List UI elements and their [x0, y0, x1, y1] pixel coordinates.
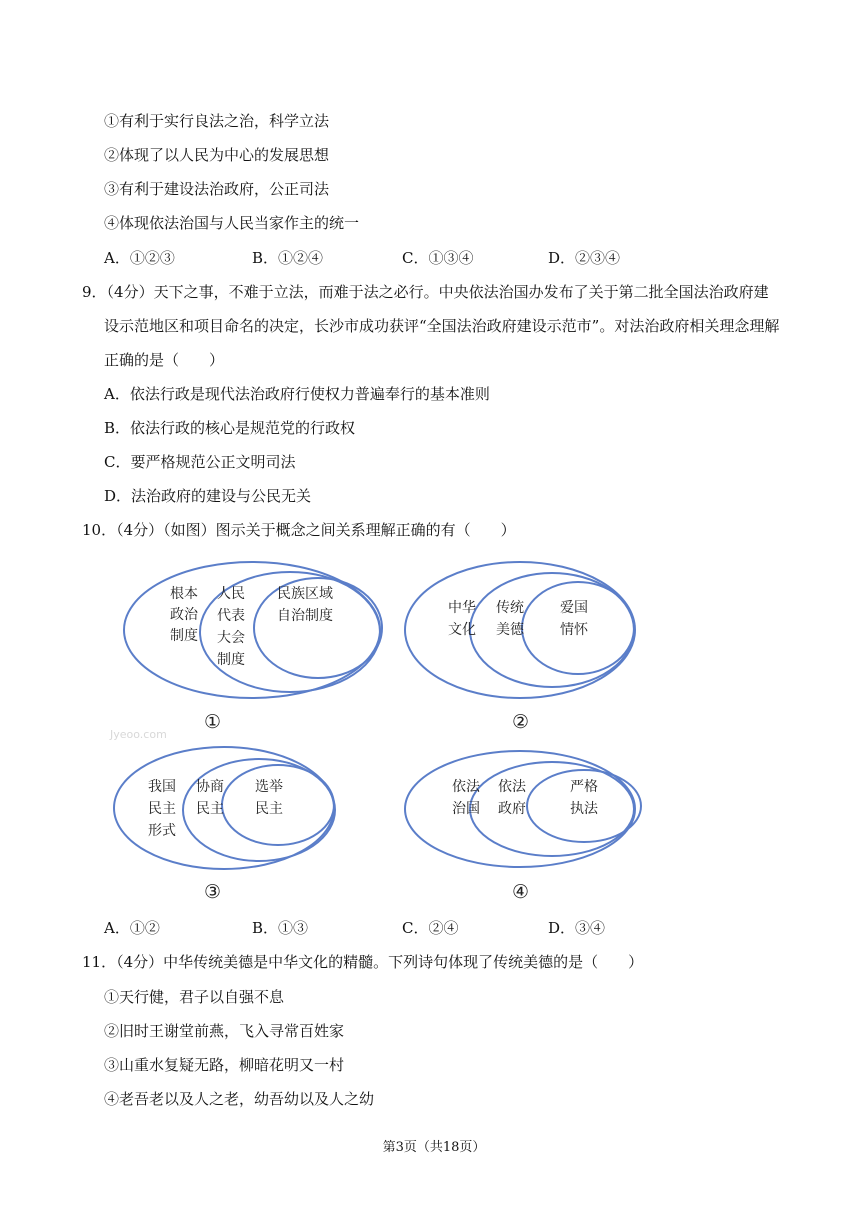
q10-stem: 10．（4分）（如图）图示关于概念之间关系理解正确的有（ ）: [82, 521, 516, 539]
d1-inner-line-1: 民族区域: [277, 586, 333, 602]
d4-inner-line-2: 执法: [570, 801, 598, 817]
d4-inner-line-1: 严格: [570, 779, 598, 795]
d1-middle-line-2: 代表: [217, 608, 245, 624]
q9-stem-line-3: 正确的是（ ）: [104, 351, 225, 369]
q10-option-b: B．①③: [252, 919, 309, 937]
d2-outer-line-1: 中华: [448, 600, 476, 616]
d4-middle-line-2: 政府: [498, 801, 526, 817]
q11-stem: 11．（4分）中华传统美德是中华文化的精髓。下列诗句体现了传统美德的是（ ）: [82, 953, 644, 971]
concept-diagrams: [100, 548, 660, 908]
d1-middle-line-1: 人民: [217, 586, 245, 602]
q8-option-b: B．①②④: [252, 249, 324, 267]
d4-number: ④: [512, 881, 530, 903]
d4-outer-line-1: 依法: [452, 779, 480, 795]
d3-outer-line-1: 我国: [148, 779, 176, 795]
d2-outer-line-2: 文化: [448, 622, 476, 638]
q10-option-a: A．①②: [104, 919, 160, 937]
q9-option-a: A．依法行政是现代法治政府行使权力普遍奉行的基本准则: [104, 385, 490, 403]
d1-middle-line-4: 制度: [217, 652, 245, 668]
statement-4: ④体现依法治国与人民当家作主的统一: [104, 214, 360, 232]
d4-middle-line-1: 依法: [498, 779, 526, 795]
q8-option-c: C．①③④: [402, 249, 474, 267]
statement-3: ③有利于建设法治政府，公正司法: [104, 180, 330, 198]
d3-outer-line-2: 民主: [148, 801, 176, 817]
statement-1: ①有利于实行良法之治，科学立法: [104, 112, 330, 130]
d1-outer-line-1: 根本: [170, 586, 198, 602]
d2-middle-line-2: 美德: [496, 622, 524, 638]
d1-middle-line-3: 大会: [217, 630, 245, 646]
q9-option-b: B．依法行政的核心是规范党的行政权: [104, 419, 356, 437]
q9-option-d: D．法治政府的建设与公民无关: [104, 487, 312, 505]
q11-item-1: ①天行健，君子以自强不息: [104, 988, 285, 1006]
d2-inner-line-2: 情怀: [560, 622, 588, 638]
d2-inner-line-1: 爱国: [560, 600, 588, 616]
d4-outer-line-2: 治国: [452, 801, 480, 817]
d1-number: ①: [204, 711, 222, 733]
q9-option-c: C．要严格规范公正文明司法: [104, 453, 296, 471]
d1-inner-line-2: 自治制度: [277, 608, 333, 624]
d2-middle-line-1: 传统: [496, 600, 524, 616]
q11-item-3: ③山重水复疑无路，柳暗花明又一村: [104, 1056, 345, 1074]
page-footer: 第3页（共18页）: [382, 1140, 486, 1155]
statement-2: ②体现了以人民为中心的发展思想: [104, 146, 330, 164]
q9-stem-line-1: 9．（4分）天下之事，不难于立法，而难于法之必行。中央依法治国办发布了关于第二批全国法治政府建: [82, 283, 769, 301]
d1-outer-line-3: 制度: [170, 628, 198, 644]
d3-number: ③: [204, 881, 222, 903]
d3-outer-line-3: 形式: [148, 823, 176, 839]
q11-item-2: ②旧时王谢堂前燕，飞入寻常百姓家: [104, 1022, 345, 1040]
d3-middle-line-1: 协商: [196, 779, 224, 795]
q9-stem-line-2: 设示范地区和项目命名的决定，长沙市成功获评“全国法治政府建设示范市”。对法治政府相关理念理解: [104, 317, 780, 335]
q10-option-d: D．③④: [548, 919, 606, 937]
watermark: Jyeoo.com: [110, 728, 167, 741]
d3-inner-line-2: 民主: [255, 801, 283, 817]
d1-outer-line-2: 政治: [170, 607, 198, 623]
q8-option-d: D．②③④: [548, 249, 621, 267]
q8-option-a: A．①②③: [104, 249, 175, 267]
d2-number: ②: [512, 711, 530, 733]
d3-inner-line-1: 选举: [255, 779, 283, 795]
q11-item-4: ④老吾老以及人之老，幼吾幼以及人之幼: [104, 1090, 375, 1108]
d3-middle-line-2: 民主: [196, 801, 224, 817]
q10-option-c: C．②④: [402, 919, 459, 937]
